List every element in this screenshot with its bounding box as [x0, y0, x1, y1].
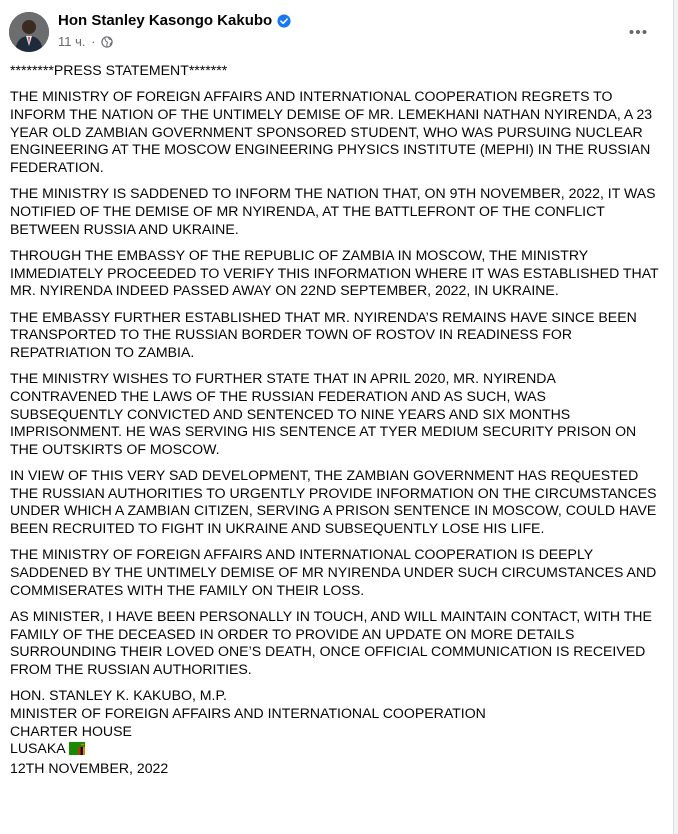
verified-badge-icon [277, 14, 291, 32]
post-meta [58, 34, 113, 51]
statement-paragraph: IN VIEW OF THIS VERY SAD DEVELOPMENT, THE ZAMBIAN GOVERNMENT HAS REQUESTED THE RUSSIAN AUTHORITIES TO URGENTLY PROVIDE INFORMATION ON THE CIRCUMSTANCES UNDER WHICH A ZAMBIAN CITIZEN, SERVING A PRISON SENTENCE IN MOSCOW, COULD HAVE BEEN RECRUITED TO FIGHT IN UKRAINE AND SUBSEQUENTLY LOSE HIS LIFE. [10, 467, 657, 536]
signature-address: CHARTER HOUSE [10, 722, 132, 739]
author-avatar[interactable] [9, 12, 49, 52]
post-timestamp[interactable]: 11 ч. [58, 34, 86, 49]
post-header [0, 0, 674, 60]
post-text [10, 62, 662, 777]
signature-block [10, 687, 662, 777]
statement-paragraph: THE EMBASSY FURTHER ESTABLISHED THAT MR. NYIRENDA’S REMAINS HAVE SINCE BEEN TRANSPORTED TO THE RUSSIAN BORDER TOWN OF ROSTOV IN READINESS FOR REPATRIATION TO ZAMBIA. [10, 308, 637, 360]
avatar-photo [9, 12, 49, 52]
statement-paragraph: AS MINISTER, I HAVE BEEN PERSONALLY IN TOUCH, AND WILL MAINTAIN CONTACT, WITH THE FAMILY OF THE DECEASED IN ORDER TO PROVIDE AN UPDATE ON MORE DETAILS SURROUNDING THEIR LOVED ONE’S DEATH, ONCE OFFICIAL COMMUNICATION IS RECEIVED FROM THE RUSSIAN AUTHORITIES. [10, 608, 652, 677]
press-statement-heading: ********PRESS STATEMENT******* [10, 62, 228, 78]
author-name-row [58, 12, 291, 32]
more-options-button[interactable] [620, 14, 656, 50]
statement-paragraph: THROUGH THE EMBASSY OF THE REPUBLIC OF ZAMBIA IN MOSCOW, THE MINISTRY IMMEDIATELY PROCEEDED TO VERIFY THIS INFORMATION WHERE IT WAS ESTABLISHED THAT MR. NYIRENDA INDEED PASSED AWAY ON 22ND SEPTEMBER, 2022, IN UKRAINE. [10, 247, 659, 299]
signature-city-row [10, 740, 662, 760]
signature-city: LUSAKA [10, 740, 66, 757]
globe-icon [101, 36, 113, 51]
statement-paragraph: THE MINISTRY IS SADDENED TO INFORM THE NATION THAT, ON 9TH NOVEMBER, 2022, IT WAS NOTIFIED OF THE DEMISE OF MR NYIRENDA, AT THE BATTLEFRONT OF THE CONFLICT BETWEEN RUSSIA AND UKRAINE. [10, 185, 656, 237]
more-options-icon [620, 14, 656, 50]
meta-separator: · [91, 34, 96, 49]
zambia-flag-icon [69, 742, 85, 760]
author-name[interactable]: Hon Stanley Kasongo Kakubo [58, 12, 273, 29]
signature-title: MINISTER OF FOREIGN AFFAIRS AND INTERNATIONAL COOPERATION [10, 705, 486, 722]
statement-paragraph: THE MINISTRY OF FOREIGN AFFAIRS AND INTERNATIONAL COOPERATION REGRETS TO INFORM THE NATION OF THE UNTIMELY DEMISE OF MR. LEMEKHANI NATHAN NYIRENDA, A 23 YEAR OLD ZAMBIAN GOVERNMENT SPONSORED STUDENT, WHO WAS PURSUING NUCLEAR ENGINEERING AT THE MOSCOW ENGINEERING PHYSICS INSTITUTE (MEPHI) IN THE RUSSIAN FEDERATION. [10, 88, 653, 175]
signature-date: 12TH NOVEMBER, 2022 [10, 759, 169, 776]
statement-paragraph: THE MINISTRY WISHES TO FURTHER STATE THAT IN APRIL 2020, MR. NYIRENDA CONTRAVENED THE LAWS OF THE RUSSIAN FEDERATION AND AS SUCH, WAS SUBSEQUENTLY CONVICTED AND SENTENCED TO NINE YEARS AND SIX MONTHS IMPRISONMENT. HE WAS SERVING HIS SENTENCE AT TYER MEDIUM SECURITY PRISON ON THE OUTSKIRTS OF MOSCOW. [10, 370, 637, 457]
statement-paragraph: THE MINISTRY OF FOREIGN AFFAIRS AND INTERNATIONAL COOPERATION IS DEEPLY SADDENED BY THE UNTIMELY DEMISE OF MR NYIRENDA UNDER SUCH CIRCUMSTANCES AND COMMISERATES WITH THE FAMILY ON THEIR LOSS. [10, 546, 657, 598]
signature-name: HON. STANLEY K. KAKUBO, M.P. [10, 687, 227, 704]
